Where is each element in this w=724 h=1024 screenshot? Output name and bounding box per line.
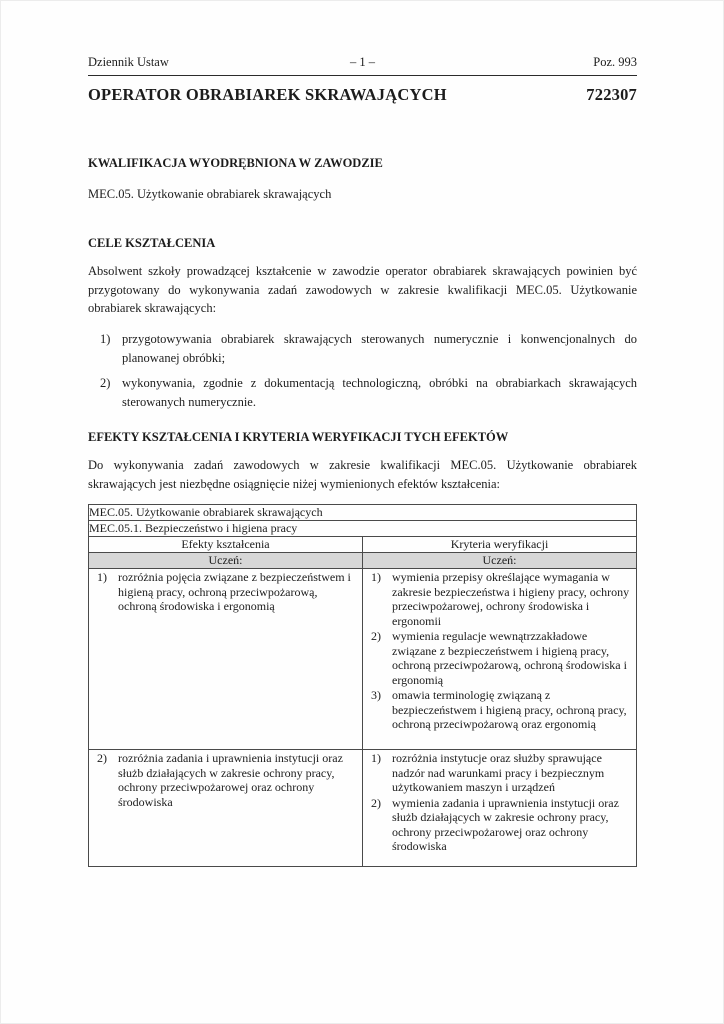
list-item-number: 2) xyxy=(371,629,381,643)
effects-cell xyxy=(89,569,363,750)
list-item xyxy=(363,629,636,687)
goals-heading: CELE KSZTAŁCENIA xyxy=(88,236,216,250)
profession-title: OPERATOR OBRABIAREK SKRAWAJĄCYCH xyxy=(88,85,447,104)
page-number: – 1 – xyxy=(350,55,375,69)
list-item-text: rozróżnia zadania i uprawnienia instytucji oraz służb działających w zakresie ochrony pracy, ochrony przeciwpożarowej oraz ochrony środowiska xyxy=(118,751,343,809)
journal-name: Dziennik Ustaw xyxy=(88,55,169,69)
list-item-text: wymienia regulacje wewnątrzzakładowe związane z bezpieczeństwem i higieną pracy, ochroną przeciwpożarową, ochroną środowiska i ergonomią xyxy=(392,629,627,687)
list-item xyxy=(89,751,362,809)
page-content xyxy=(88,0,637,867)
table-row xyxy=(89,505,637,521)
effects-heading: EFEKTY KSZTAŁCENIA I KRYTERIA WERYFIKACJI TYCH EFEKTÓW xyxy=(88,430,509,444)
effects-intro: Do wykonywania zadań zawodowych w zakresie kwalifikacji MEC.05. Użytkowanie obrabiarek skrawających jest niezbędne osiągnięcie niżej wymienionych efektów kształcenia: xyxy=(88,458,637,491)
qualification-heading: KWALIFIKACJA WYODRĘBNIONA W ZAWODZIE xyxy=(88,156,383,170)
list-item-text: rozróżnia pojęcia związane z bezpieczeństwem i higieną pracy, ochroną przeciwpożarową, ochroną środowiska i ergonomią xyxy=(118,570,351,613)
profession-code: 722307 xyxy=(586,85,637,104)
running-header xyxy=(88,55,637,70)
list-item-number: 3) xyxy=(371,688,381,702)
goal-item-text: przygotowywania obrabiarek skrawających sterowanych numerycznie i konwencjonalnych do planowanej obróbki; xyxy=(122,332,637,365)
goal-item-number: 2) xyxy=(100,376,111,390)
criteria-cell xyxy=(363,569,637,750)
list-item xyxy=(363,570,636,628)
list-item xyxy=(363,688,636,732)
list-item-text: wymienia zadania i uprawnienia instytucji oraz służb działających w zakresie ochrony pracy, ochrony przeciwpożarowej oraz ochrony środowiska xyxy=(392,795,619,853)
list-item-number: 1) xyxy=(371,751,381,765)
column-header-criteria: Kryteria weryfikacji xyxy=(363,537,637,553)
criteria-cell xyxy=(363,750,637,867)
list-item-number: 1) xyxy=(97,570,107,584)
table-row xyxy=(89,553,637,569)
goal-item-number: 1) xyxy=(100,332,111,346)
goal-item xyxy=(88,374,637,412)
table-row xyxy=(89,521,637,537)
list-item-text: rozróżnia instytucje oraz służby sprawujące nadzór nad warunkami pracy i bezpiecznym użytkowaniem maszyn i urządzeń xyxy=(392,751,605,794)
list-item-number: 2) xyxy=(371,795,381,810)
qualification-code-text: MEC.05. Użytkowanie obrabiarek skrawających xyxy=(88,187,332,201)
effects-cell xyxy=(89,750,363,867)
list-item-text: wymienia przepisy określające wymagania w zakresie bezpieczeństwa i higieny pracy, ochrony przeciwpożarowej, ochrony środowiska i ergonomii xyxy=(392,570,630,628)
list-item xyxy=(363,751,636,795)
list-item-number: 2) xyxy=(97,751,107,765)
effects-table xyxy=(88,504,637,867)
list-item-number: 1) xyxy=(371,570,381,584)
list-item xyxy=(89,570,362,614)
subheader-effects: Uczeń: xyxy=(89,553,363,569)
unit-row: MEC.05.1. Bezpieczeństwo i higiena pracy xyxy=(89,521,637,537)
goal-item xyxy=(88,330,637,368)
list-item-text: omawia terminologię związaną z bezpieczeństwem i higieną pracy, ochroną pracy, ochroną przeciwpożarową oraz ergonomią xyxy=(392,688,627,731)
column-header-effects: Efekty kształcenia xyxy=(89,537,363,553)
qualification-row: MEC.05. Użytkowanie obrabiarek skrawających xyxy=(89,505,637,521)
table-row xyxy=(89,537,637,553)
table-row xyxy=(89,569,637,750)
document-title-row xyxy=(88,85,637,105)
header-divider xyxy=(88,75,637,76)
position-number: Poz. 993 xyxy=(593,55,637,69)
list-item xyxy=(363,796,636,854)
goals-intro: Absolwent szkoły prowadzącej kształcenie w zawodzie operator obrabiarek skrawających powinien być przygotowany do wykonywania zadań zawodowych w zakresie kwalifikacji MEC.05. Użytkowanie obrabiarek skrawających: xyxy=(88,264,637,315)
table-row xyxy=(89,750,637,867)
goal-item-text: wykonywania, zgodnie z dokumentacją technologiczną, obróbki na obrabiarkach skrawających sterowanych numerycznie. xyxy=(122,376,637,409)
subheader-criteria: Uczeń: xyxy=(363,553,637,569)
